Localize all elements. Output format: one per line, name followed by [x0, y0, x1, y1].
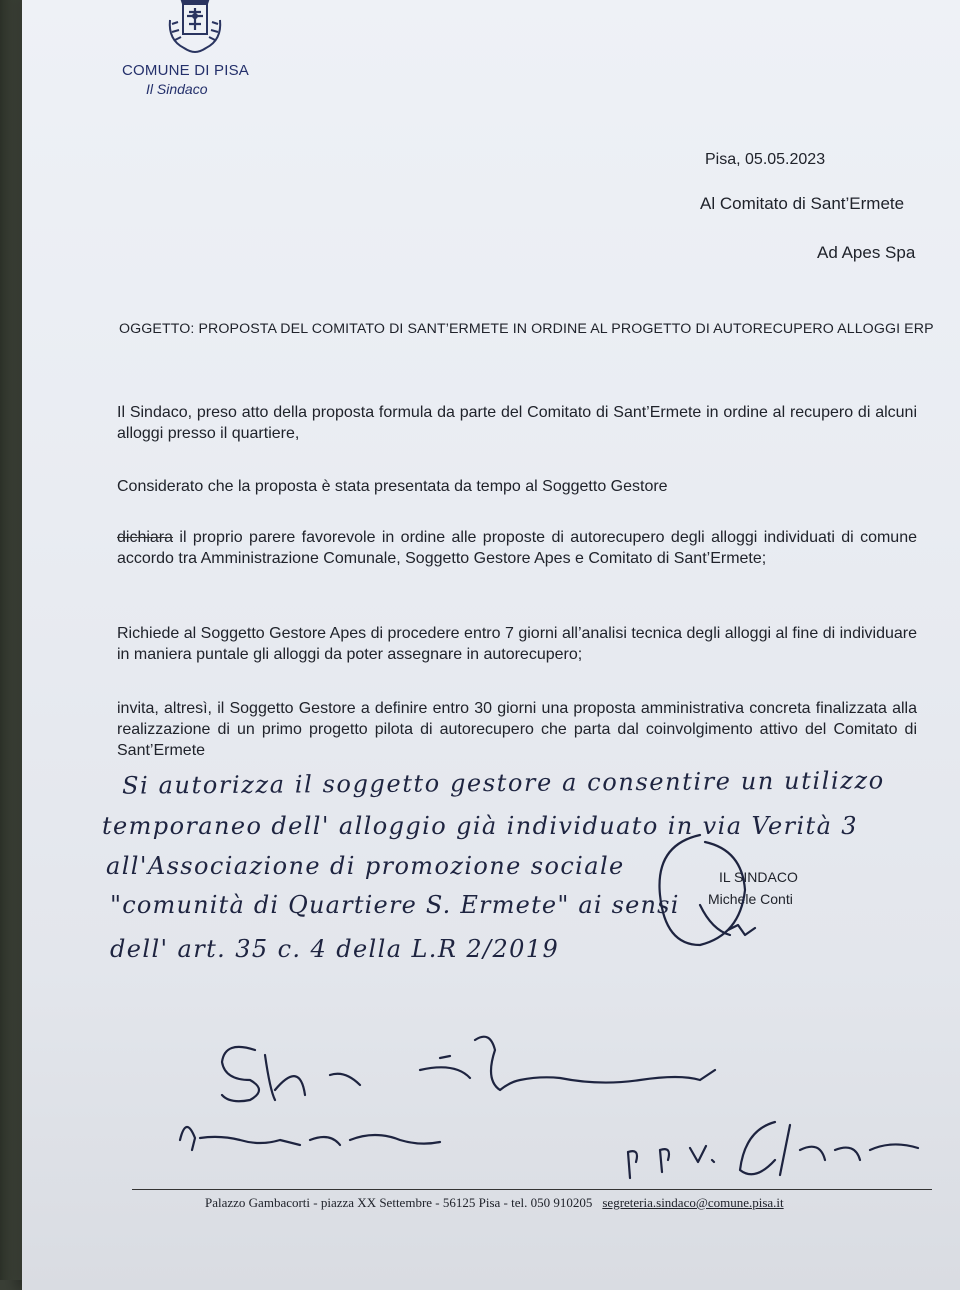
left-signature-icon: [180, 1127, 440, 1150]
letterhead-office: Il Sindaco: [146, 81, 208, 97]
right-signature-icon: [740, 1122, 918, 1175]
signature-name: Michele Conti: [708, 891, 793, 907]
handwritten-line-3: all'Associazione di promozione sociale: [106, 852, 625, 880]
recipient-line-1: Al Comitato di Sant’Ermete: [700, 194, 905, 213]
handwritten-line-4: "comunità di Quartiere S. Ermete" ai sensi: [110, 891, 680, 919]
paragraph-3-text: il proprio parere favorevole in ordine alle proposte di autorecupero degli alloggi individuati di comune accordo tra Amministrazione Comunale, Soggetto Gestore Apes e Comitato di Sant’Ermete;: [117, 529, 917, 567]
signature-title: IL SINDACO: [719, 869, 798, 885]
mayor-signature-icon: [660, 835, 756, 945]
letter-subject: OGGETTO: PROPOSTA DEL COMITATO DI SANT’ERMETE IN ORDINE AL PROGETTO DI AUTORECUPERO ALLOGGI ERP: [119, 321, 934, 337]
paragraph-4: Richiede al Soggetto Gestore Apes di procedere entro 7 giorni all’analisi tecnica degli alloggi al fine di individuare in maniera puntale gli alloggi da poter assegnare in autorecupero;: [117, 625, 917, 663]
handwritten-line-5: dell' art. 35 c. 4 della L.R 2/2019: [110, 935, 560, 963]
councillor-signature-icon: [222, 1037, 715, 1102]
paragraph-1: Il Sindaco, preso atto della proposta formula da parte del Comitato di Sant’Ermete in ordine al recupero di alcuni alloggi presso il quartiere,: [117, 404, 917, 442]
footer-email: segreteria.sindaco@comune.pisa.it: [602, 1195, 784, 1210]
letter-date: Pisa, 05.05.2023: [705, 151, 826, 168]
paragraph-5: invita, altresì, il Soggetto Gestore a definire entro 30 giorni una proposta amministrativa concreta finalizzata alla realizzazione di un primo progetto pilota di autorecupero che parta dal coinvolgimento attivo del Comitato di Sant’Ermete: [117, 700, 917, 759]
struck-word: dichiara: [117, 529, 174, 546]
handwritten-line-2: temporaneo dell' alloggio già individuato in via Verità 3: [102, 812, 858, 840]
recipient-line-2: Ad Apes Spa: [817, 243, 916, 262]
letterhead-org: COMUNE DI PISA: [122, 62, 249, 79]
handwritten-line-1: Si autorizza il soggetto gestore a consentire un utilizzo: [121, 766, 885, 800]
footer-address: Palazzo Gambacorti - piazza XX Settembre - 56125 Pisa - tel. 050 910205: [205, 1195, 593, 1210]
paragraph-2: Considerato che la proposta è stata presentata da tempo al Soggetto Gestore: [117, 478, 668, 495]
right-prefix-icon: [628, 1146, 714, 1178]
